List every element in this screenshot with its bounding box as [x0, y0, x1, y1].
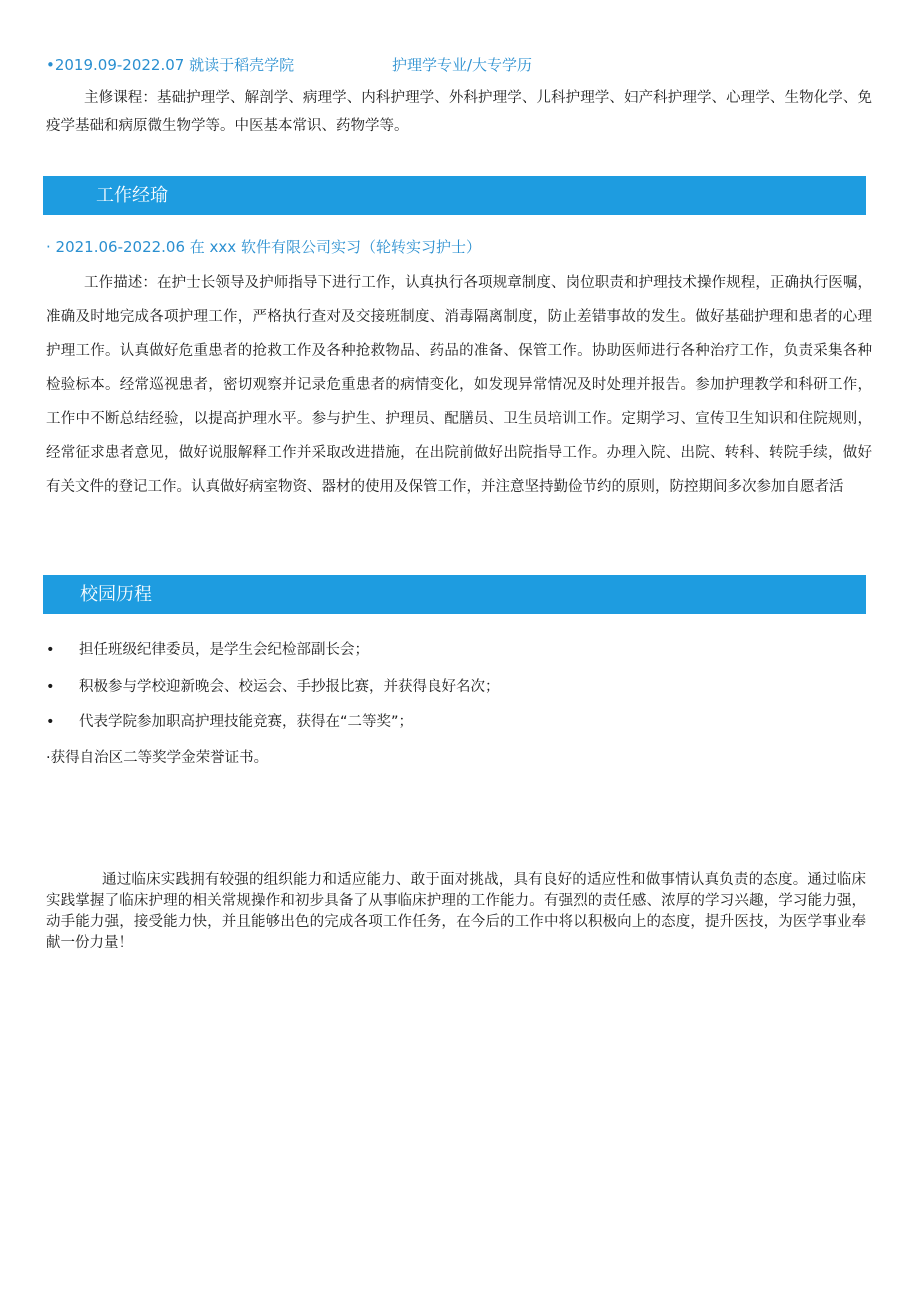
education-line	[46, 54, 866, 75]
education-courses: 主修课程：基础护理学、解剖学、病理学、内科护理学、外科护理学、儿科护理学、妇产科护理学、心理学、生物化学、免疫学基础和病原微生物学等。中医基本常识、药物学等。	[46, 90, 872, 134]
bullet-icon: •	[46, 642, 55, 658]
campus-item-text: 担任班级纪律委员，是学生会纪检部副长会；	[79, 642, 369, 658]
education-major: 护理学专业/大专学历	[392, 56, 533, 74]
work-entry: · 2021.06-2022.06 在 xxx 软件有限公司实习（轮转实习护士）	[46, 238, 481, 256]
campus-item-text: 代表学院参加职高护理技能竞赛，获得在“二等奖”；	[79, 714, 414, 730]
work-section-banner	[43, 176, 866, 215]
self-summary: 通过临床实践拥有较强的组织能力和适应能力、敢于面对挑战，具有良好的适应性和做事情认真负责的态度。通过临床实践掌握了临床护理的相关常规操作和初步具备了从事临床护理的工作能力。有强烈的责任感、浓厚的学习兴趣，学习能力强，动手能力强，接受能力快，并且能够出色的完成各项工作任务，在今后的工作中将以积极向上的态度，提升医技，为医学事业奉献一份力量！	[46, 872, 866, 951]
campus-section-banner	[43, 575, 866, 614]
work-section-heading: 工作经瑜	[96, 185, 168, 206]
education-period-school: •2019.09-2022.07 就读于稻壳学院	[46, 56, 295, 74]
bullet-icon: •	[46, 714, 55, 730]
campus-section-heading: 校园历程	[80, 584, 152, 605]
campus-award: ·获得自治区二等奖学金荣誉证书。	[46, 750, 269, 766]
campus-item-text: 积极参与学校迎新晚会、校运会、手抄报比赛，并获得良好名次；	[79, 679, 500, 695]
work-description: 工作描述：在护士长领导及护师指导下进行工作，认真执行各项规章制度、岗位职责和护理技术操作规程，正确执行医嘱，准确及时地完成各项护理工作，严格执行查对及交接班制度、消毒隔离制度，防止差错事故的发生。做好基础护理和患者的心理护理工作。认真做好危重患者的抢救工作及各种抢救物品、药品的准备、保管工作。协助医师进行各种治疗工作，负责采集各种检验标本。经常巡视患者，密切观察并记录危重患者的病情变化，如发现异常情况及时处理并报告。参加护理教学和科研工作，工作中不断总结经验，以提高护理水平。参与护生、护理员、配膳员、卫生员培训工作。定期学习、宣传卫生知识和住院规则，经常征求患者意见，做好说服解释工作并采取改进措施，在出院前做好出院指导工作。办理入院、出院、转科、转院手续，做好有关文件的登记工作。认真做好病室物资、器材的使用及保管工作，并注意坚持勤俭节约的原则，防控期间多次参加自愿者活	[46, 275, 872, 495]
bullet-icon: •	[46, 679, 55, 695]
